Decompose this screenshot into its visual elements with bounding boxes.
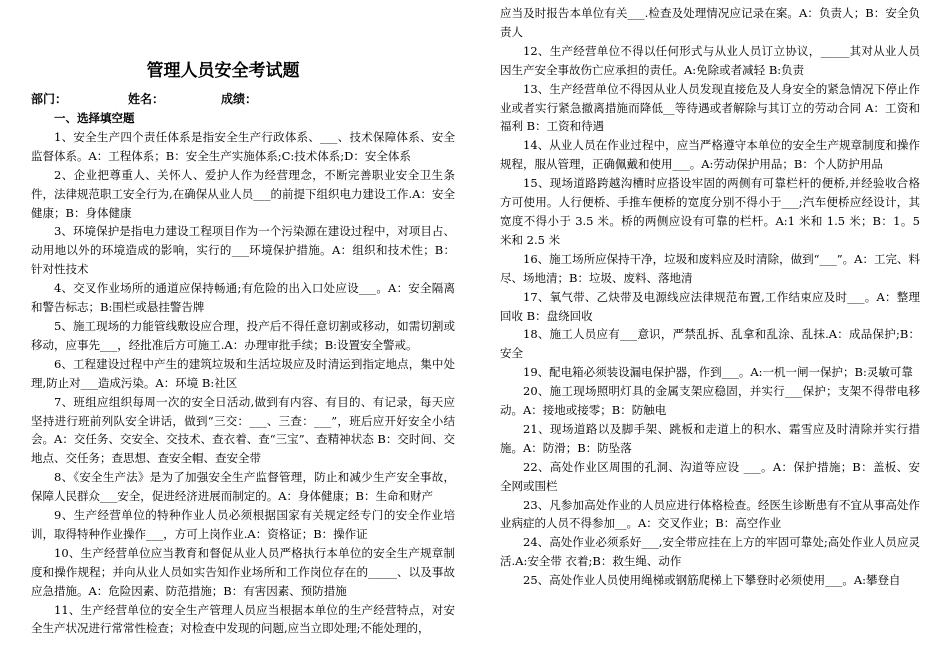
question-20: 20、施工现场照明灯具的金属支架应稳固，并实行___保护；支架不得带电移动。A：接地或接零；B：防触电 [500,384,920,418]
question-13: 13、生产经营单位不得因从业人员发现直接危及人身安全的紧急情况下停止作业或者实行紧急撤离措施而降低__等待遇或者解除与其订立的劳动合同 A：工资和福利 B：工资和待遇 [500,81,920,134]
question-3: 3、环境保护是指电力建设工程项目作为一个污染源在建设过程中，对项目占、动用地以外的环境造成的影响，实行的___环境保护措施。A：组织和技术性；B：针对性技术 [31,224,455,277]
question-2: 2、企业把尊重人、关怀人、爱护人作为经营理念，不断完善职业安全卫生条件，法律规范职工安全行为,在确保从业人员___的前提下组织电力建设工作.A：安全健康；B：身体健康 [31,167,455,220]
name-label: 姓名： [128,92,165,106]
question-11: 11、生产经营单位的安全生产管理人员应当根据本单位的生产经营特点，对安全生产状况进行常常性检查；对检查中发现的问题,应当立即处理;不能处理的， [31,602,455,636]
left-column [31,4,455,638]
question-15: 15、现场道路跨越沟槽时应搭设牢固的两侧有可靠栏杆的便桥,并经验收合格方可使用。人行便桥、手推车便桥的宽度分别不得小于___;汽车便桥应经设计，其宽度不得小于 3.5 米。桥的两侧应设有可靠的栏杆。A:1 米和 1.5 米；B：1。5 米和 2.5 米 [500,176,920,247]
question-7: 7、班组应组织每周一次的安全日活动,做到有内容、有目的、有记录，每天应坚持进行班前列队安全讲话，做到“三交：___、三查：___”，班后应开好安全小结会。A：交任务、交安全、交技术、查衣着、查“三宝”、查精神状态 B：交时间、交地点、交任务；查思想、查安全帽、查安全带 [31,394,455,466]
question-9: 9、生产经营单位的特种作业人员必须根据国家有关规定经专门的安全作业培训，取得特种作业操作___，方可上岗作业.A：资格证；B：操作证 [31,508,455,541]
right-column [500,4,920,590]
question-4: 4、交叉作业场所的通道应保持畅通;有危险的出入口处应设___。A：安全隔离和警告标志；B:围栏或悬挂警告牌 [31,281,455,315]
question-1: 1、安全生产四个责任体系是指安全生产行政体系、___、技术保障体系、安全监督体系。A：工程体系；B：安全生产实施体系;C:技术体系;D：安全体系 [31,129,455,163]
question-24: 24、高处作业必须系好___,安全带应挂在上方的牢固可靠处;高处作业人员应灵活.A:安全带 衣着;B：救生绳、动作 [500,535,920,569]
score-label: 成绩： [221,92,258,106]
question-21: 21、现场道路以及脚手架、跳板和走道上的积水、霜雪应及时清除并实行措施。A：防滑；B：防坠落 [500,421,920,455]
question-14: 14、从业人员在作业过程中，应当严格遵守本单位的安全生产规章制度和操作规程，服从管理，正确佩戴和使用___。A:劳动保护用品；B：个人防护用品 [500,138,920,172]
question-16: 16、施工场所应保持干净，垃圾和废料应及时清除，做到“___”。A：工完、料尽、场地清；B：垃圾、废料、落地清 [500,251,920,285]
dept-label: 部门： [31,92,68,106]
question-18: 18、施工人员应有___意识，严禁乱拆、乱拿和乱涂、乱抹.A：成品保护;B：安全 [500,327,920,361]
question-12: 12、生产经营单位不得以任何形式与从业人员订立协议，_____其对从业人员因生产安全事故伤亡应承担的责任。A:免除或者减轻 B:负责 [500,43,920,77]
question-6: 6、工程建设过程中产生的建筑垃圾和生活垃圾应及时清运到指定地点，集中处理,防止对___造成污染。A：环境 B:社区 [31,356,455,390]
section-heading: 一、选择填空题 [54,111,135,125]
question-5: 5、施工现场的力能管线敷设应合理，投产后不得任意切割或移动，如需切割或移动，应事先___，经批准后方可施工.A：办理审批手续；B:设置安全警戒。 [31,318,455,352]
exam-info-row [31,90,455,109]
question-8: 8、《安全生产法》是为了加强安全生产监督管理，防止和减少生产安全事故，保障人民群众___安全，促进经济进展而制定的。A：身体健康；B：生命和财产 [31,470,455,504]
question-11-continued: 应当及时报告本单位有关___.检查及处理情况应记录在案。A：负责人；B：安全负责人 [500,6,920,39]
page-title: 管理人员安全考试题 [146,61,300,81]
question-23: 23、凡参加高处作业的人员应进行体格检查。经医生诊断患有不宜从事高处作业病症的人员不得参加__。A：交叉作业；B：高空作业 [500,497,920,531]
question-25: 25、高处作业人员使用绳梯或钢筋爬梯上下攀登时必须使用___。A:攀登自 [523,573,901,588]
question-22: 22、高处作业区周围的孔洞、沟道等应设 ___。A：保护措施；B：盖板、安全网或围栏 [500,459,920,493]
question-17: 17、氧气带、乙炔带及电源线应法律规范布置,工作结束应及时___。A：整理回收 B：盘绕回收 [500,289,920,323]
question-10: 10、生产经营单位应当教育和督促从业人员严格执行本单位的安全生产规章制度和操作规程；并向从业人员如实告知作业场所和工作岗位存在的_____、以及事故应急措施。A：危险因素、防范措施；B：有害因素、预防措施 [31,545,455,598]
question-19: 19、配电箱必须装设漏电保护器，作到___。A:一机一闸一保护；B:灵敏可靠 [523,365,913,380]
